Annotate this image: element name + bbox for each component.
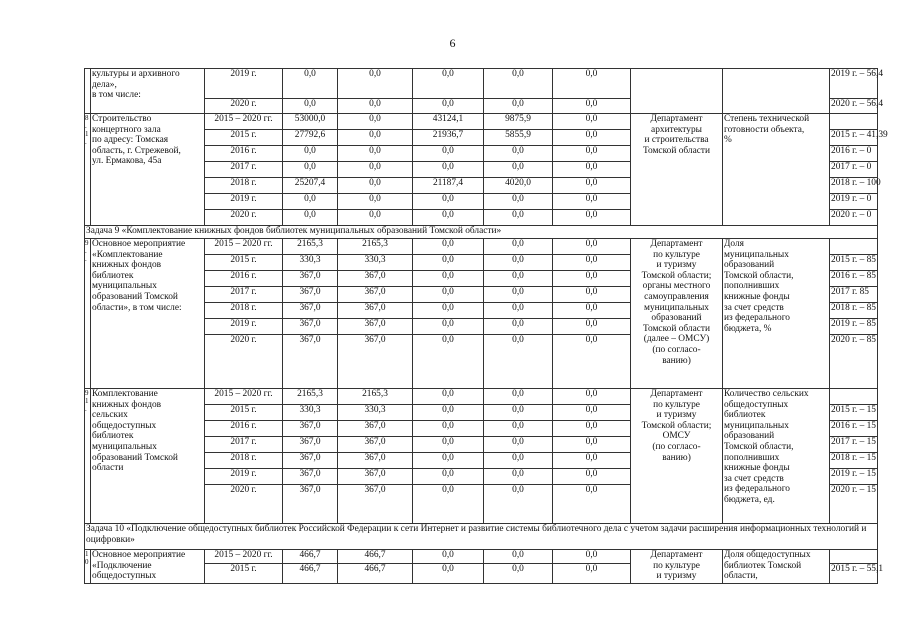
amount-cell: 0,0: [553, 303, 631, 319]
period-cell: 2019 г.: [205, 319, 283, 335]
result-value-cell: 2016 г. – 85: [830, 271, 878, 287]
amount-cell: 0,0: [553, 69, 631, 99]
task-heading: Задача 9 «Комплектование книжных фондов библиотек муниципальных образований Томской области»: [85, 226, 878, 239]
indicator-cell: Доля общедоступных библиотек Томской области,: [723, 550, 830, 584]
task-heading: Задача 10 «Подключение общедоступных библиотек Российской Федерации к сети Интернет и развитие системы библиотечного дела с учетом задачи расширения информационных технологий и оцифровки»: [85, 524, 878, 550]
amount-cell: 0,0: [484, 146, 553, 162]
amount-cell: 0,0: [413, 469, 484, 485]
amount-cell: 25207,4: [283, 178, 338, 194]
amount-cell: 367,0: [338, 485, 413, 524]
result-value-cell: 2015 г. – 85: [830, 255, 878, 271]
amount-cell: 21936,7: [413, 130, 484, 146]
amount-cell: 0,0: [338, 194, 413, 210]
amount-cell: 0,0: [413, 271, 484, 287]
amount-cell: 0,0: [338, 210, 413, 226]
result-value-cell: 2018 г. – 100: [830, 178, 878, 194]
amount-cell: 0,0: [553, 178, 631, 194]
result-value-cell: 2016 г. – 0: [830, 146, 878, 162]
result-value-cell: 2017 г. 85: [830, 287, 878, 303]
amount-cell: 367,0: [283, 287, 338, 303]
amount-cell: 0,0: [553, 162, 631, 178]
amount-cell: 367,0: [283, 437, 338, 453]
amount-cell: 43124,1: [413, 114, 484, 130]
result-value-cell: 2017 г. – 0: [830, 162, 878, 178]
amount-cell: 0,0: [484, 271, 553, 287]
period-cell: 2017 г.: [205, 437, 283, 453]
amount-cell: 0,0: [553, 485, 631, 524]
amount-cell: 0,0: [484, 99, 553, 114]
period-cell: 2015 – 2020 гг.: [205, 550, 283, 564]
amount-cell: 367,0: [283, 485, 338, 524]
amount-cell: 0,0: [484, 162, 553, 178]
executor-cell: Департамент архитектуры и строительства Томской области: [631, 114, 723, 226]
amount-cell: 0,0: [484, 69, 553, 99]
executor-cell: Департамент по культуре и туризму: [631, 550, 723, 584]
indicator-cell: Степень технической готовности объекта, %: [723, 114, 830, 226]
table-row: [85, 239, 878, 255]
amount-cell: 367,0: [283, 303, 338, 319]
indicator-cell: [723, 69, 830, 114]
amount-cell: 0,0: [484, 485, 553, 524]
amount-cell: 0,0: [283, 194, 338, 210]
amount-cell: 0,0: [413, 210, 484, 226]
period-cell: 2015 г.: [205, 130, 283, 146]
amount-cell: 0,0: [413, 287, 484, 303]
amount-cell: 367,0: [338, 335, 413, 389]
period-cell: 2016 г.: [205, 421, 283, 437]
amount-cell: 0,0: [413, 485, 484, 524]
amount-cell: 0,0: [413, 319, 484, 335]
amount-cell: 466,7: [283, 550, 338, 564]
amount-cell: 0,0: [338, 178, 413, 194]
amount-cell: 0,0: [283, 99, 338, 114]
row-number: 1 0: [85, 550, 91, 584]
amount-cell: 5855,9: [484, 130, 553, 146]
amount-cell: 0,0: [413, 303, 484, 319]
amount-cell: 0,0: [553, 194, 631, 210]
amount-cell: 0,0: [484, 287, 553, 303]
period-cell: 2017 г.: [205, 287, 283, 303]
amount-cell: 0,0: [338, 146, 413, 162]
amount-cell: 0,0: [484, 421, 553, 437]
executor-cell: [631, 69, 723, 114]
result-value-cell: 2015 г. – 55,1: [830, 564, 878, 584]
period-cell: 2015 г.: [205, 564, 283, 584]
amount-cell: 0,0: [484, 210, 553, 226]
amount-cell: 0,0: [338, 114, 413, 130]
executor-cell: Департамент по культуре и туризму Томской области; органы местного самоуправления муниципальных образований Томской области (далее – ОМСУ) (по согласо- ванию): [631, 239, 723, 389]
amount-cell: 0,0: [484, 405, 553, 421]
amount-cell: 0,0: [553, 421, 631, 437]
amount-cell: 0,0: [413, 335, 484, 389]
amount-cell: 0,0: [413, 550, 484, 564]
amount-cell: 0,0: [553, 405, 631, 421]
page-number: 6: [449, 36, 456, 50]
task-row: [85, 226, 878, 239]
period-cell: 2020 г.: [205, 485, 283, 524]
amount-cell: 367,0: [283, 453, 338, 469]
table-row: [85, 114, 878, 130]
period-cell: 2016 г.: [205, 271, 283, 287]
amount-cell: 0,0: [553, 146, 631, 162]
amount-cell: 9875,9: [484, 114, 553, 130]
activity-name: Основное мероприятие «Комплектование книжных фондов библиотек муниципальных образований Томской области», в том числе:: [91, 239, 205, 389]
amount-cell: 0,0: [413, 421, 484, 437]
amount-cell: 367,0: [338, 287, 413, 303]
amount-cell: 367,0: [283, 469, 338, 485]
result-value-cell: 2020 г. – 0: [830, 210, 878, 226]
amount-cell: 0,0: [413, 146, 484, 162]
amount-cell: 0,0: [553, 130, 631, 146]
amount-cell: 0,0: [413, 255, 484, 271]
result-value-cell: 2020 г. – 56,4: [830, 99, 878, 114]
amount-cell: 0,0: [484, 564, 553, 584]
program-table: [84, 68, 888, 584]
period-cell: 2020 г.: [205, 210, 283, 226]
amount-cell: 0,0: [413, 453, 484, 469]
amount-cell: 0,0: [413, 99, 484, 114]
period-cell: 2015 – 2020 гг.: [205, 239, 283, 255]
period-cell: 2015 г.: [205, 255, 283, 271]
amount-cell: 0,0: [553, 287, 631, 303]
indicator-cell: Доля муниципальных образований Томской области, пополнивших книжные фонды за счет средств из федерального бюджета, %: [723, 239, 830, 389]
amount-cell: 367,0: [338, 303, 413, 319]
period-cell: 2018 г.: [205, 303, 283, 319]
amount-cell: 367,0: [283, 319, 338, 335]
amount-cell: 0,0: [553, 550, 631, 564]
amount-cell: 0,0: [553, 469, 631, 485]
table-row: [85, 550, 878, 564]
amount-cell: 0,0: [553, 335, 631, 389]
row-number: 8 . 1 .: [85, 114, 91, 226]
amount-cell: 2165,3: [283, 239, 338, 255]
result-value-cell: 2019 г. – 0: [830, 194, 878, 210]
amount-cell: 367,0: [283, 271, 338, 287]
amount-cell: 367,0: [338, 271, 413, 287]
amount-cell: 27792,6: [283, 130, 338, 146]
executor-cell: Департамент по культуре и туризму Томской области; ОМСУ (по согласо- ванию): [631, 389, 723, 524]
amount-cell: 466,7: [338, 550, 413, 564]
amount-cell: 4020,0: [484, 178, 553, 194]
row-number: 9 . .: [85, 239, 91, 389]
amount-cell: 0,0: [413, 69, 484, 99]
amount-cell: 0,0: [553, 453, 631, 469]
result-value-cell: 2020 г. – 15: [830, 485, 878, 524]
amount-cell: 0,0: [413, 564, 484, 584]
amount-cell: 330,3: [283, 405, 338, 421]
result-value-cell: 2015 г. – 41,39: [830, 130, 878, 146]
amount-cell: 0,0: [413, 405, 484, 421]
result-value-cell: 2019 г. – 15: [830, 469, 878, 485]
period-cell: 2019 г.: [205, 194, 283, 210]
period-cell: 2015 г.: [205, 405, 283, 421]
amount-cell: 0,0: [553, 99, 631, 114]
amount-cell: 466,7: [283, 564, 338, 584]
result-value-cell: 2019 г. – 56,4: [830, 69, 878, 99]
indicator-cell: Количество сельских общедоступных библиотек муниципальных образований Томской области, пополнивших книжные фонды за счет средств из федерального бюджета, ед.: [723, 389, 830, 524]
amount-cell: 0,0: [553, 437, 631, 453]
result-value-cell: [830, 389, 878, 405]
amount-cell: 0,0: [413, 389, 484, 405]
amount-cell: 367,0: [338, 437, 413, 453]
amount-cell: 0,0: [484, 389, 553, 405]
amount-cell: 0,0: [413, 194, 484, 210]
amount-cell: 2165,3: [338, 389, 413, 405]
amount-cell: 0,0: [484, 335, 553, 389]
period-cell: 2018 г.: [205, 178, 283, 194]
period-cell: 2020 г.: [205, 335, 283, 389]
amount-cell: 466,7: [338, 564, 413, 584]
result-value-cell: 2020 г. – 85: [830, 335, 878, 389]
activity-name: Комплектование книжных фондов сельских общедоступных библиотек муниципальных образований Томской области: [91, 389, 205, 524]
result-value-cell: 2019 г. – 85: [830, 319, 878, 335]
amount-cell: 0,0: [283, 162, 338, 178]
result-value-cell: 2017 г. – 15: [830, 437, 878, 453]
period-cell: 2020 г.: [205, 99, 283, 114]
amount-cell: 0,0: [553, 319, 631, 335]
amount-cell: 367,0: [283, 335, 338, 389]
period-cell: 2015 – 2020 гг.: [205, 389, 283, 405]
amount-cell: 0,0: [553, 210, 631, 226]
table-row: [85, 69, 878, 99]
amount-cell: 0,0: [484, 194, 553, 210]
period-cell: 2015 – 2020 гг.: [205, 114, 283, 130]
period-cell: 2019 г.: [205, 69, 283, 99]
activity-name: культуры и архивного дела», в том числе:: [91, 69, 205, 114]
amount-cell: 21187,4: [413, 178, 484, 194]
result-value-cell: [830, 550, 878, 564]
amount-cell: 0,0: [338, 130, 413, 146]
result-value-cell: 2016 г. – 15: [830, 421, 878, 437]
amount-cell: 0,0: [553, 564, 631, 584]
period-cell: 2018 г.: [205, 453, 283, 469]
amount-cell: 0,0: [553, 114, 631, 130]
amount-cell: 0,0: [338, 69, 413, 99]
period-cell: 2019 г.: [205, 469, 283, 485]
amount-cell: 53000,0: [283, 114, 338, 130]
amount-cell: 367,0: [338, 469, 413, 485]
amount-cell: 0,0: [413, 437, 484, 453]
activity-name: Основное мероприятие «Подключение общедоступных: [91, 550, 205, 584]
amount-cell: 0,0: [338, 99, 413, 114]
amount-cell: 0,0: [553, 255, 631, 271]
amount-cell: 330,3: [338, 255, 413, 271]
amount-cell: 0,0: [553, 239, 631, 255]
amount-cell: 367,0: [338, 421, 413, 437]
amount-cell: 0,0: [553, 389, 631, 405]
amount-cell: 0,0: [283, 146, 338, 162]
activity-name: Строительство концертного зала по адресу: Томская область, г. Стрежевой, ул. Ермакова, 45а: [91, 114, 205, 226]
result-value-cell: [830, 114, 878, 130]
amount-cell: 367,0: [338, 453, 413, 469]
period-cell: 2016 г.: [205, 146, 283, 162]
result-value-cell: 2018 г. – 85: [830, 303, 878, 319]
amount-cell: 0,0: [484, 453, 553, 469]
amount-cell: 2165,3: [283, 389, 338, 405]
amount-cell: 0,0: [283, 210, 338, 226]
amount-cell: 0,0: [484, 255, 553, 271]
amount-cell: 0,0: [283, 69, 338, 99]
amount-cell: 0,0: [484, 437, 553, 453]
amount-cell: 367,0: [283, 421, 338, 437]
result-value-cell: 2018 г. – 15: [830, 453, 878, 469]
table-row: [85, 389, 878, 405]
amount-cell: 330,3: [283, 255, 338, 271]
result-value-cell: 2015 г. – 15: [830, 405, 878, 421]
amount-cell: 0,0: [484, 239, 553, 255]
amount-cell: 0,0: [338, 162, 413, 178]
row-number: 9 1 .: [85, 389, 91, 524]
amount-cell: 0,0: [553, 271, 631, 287]
amount-cell: 0,0: [484, 319, 553, 335]
amount-cell: 0,0: [484, 469, 553, 485]
amount-cell: 367,0: [338, 319, 413, 335]
amount-cell: 0,0: [484, 303, 553, 319]
amount-cell: 0,0: [413, 162, 484, 178]
amount-cell: 0,0: [413, 239, 484, 255]
period-cell: 2017 г.: [205, 162, 283, 178]
result-value-cell: [830, 239, 878, 255]
amount-cell: 0,0: [484, 550, 553, 564]
amount-cell: 330,3: [338, 405, 413, 421]
amount-cell: 2165,3: [338, 239, 413, 255]
task-row: [85, 524, 878, 550]
